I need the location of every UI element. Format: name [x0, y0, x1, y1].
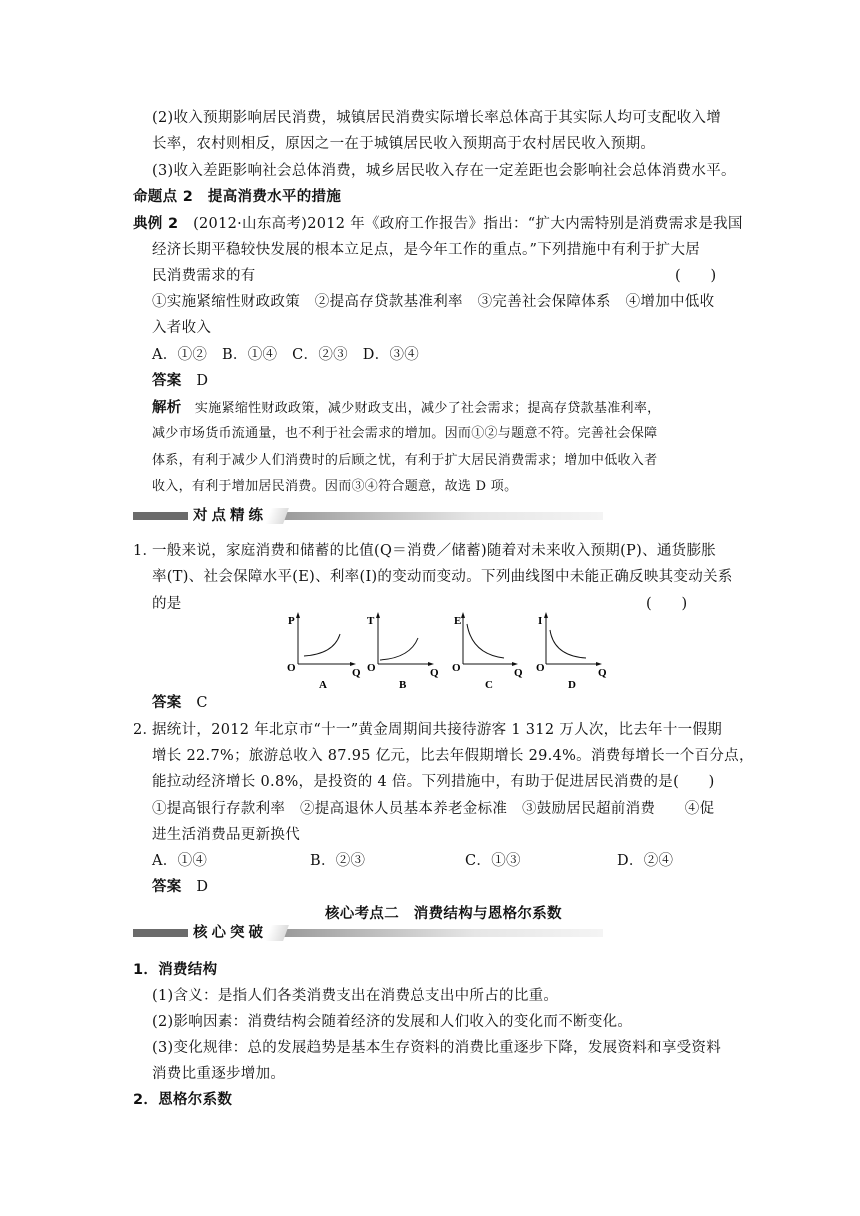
q2-line-1: 据统计，2012 年北京市“十一”黄金周期间共接待游客 1 312 万人次，比去年十一假期 — [152, 722, 723, 738]
q1-answer — [152, 693, 208, 713]
graph-a-origin: O — [287, 662, 296, 674]
example-2-analysis-line-2: 减少市场货币流通量，也不利于社会需求的增加。因而①②与题意不符。完善社会保障 — [152, 426, 658, 441]
q2-line-3: 能拉动经济增长 0.8%，是投资的 4 倍。下列措施中，有助于促进居民消费的是( ) — [152, 774, 715, 790]
section-title-core: 核心突破 — [193, 925, 267, 941]
graph-d-y-label: I — [538, 615, 543, 627]
graph-b-x-label: Q — [430, 667, 439, 679]
example-2-choices: A．①② B．①④ C．②③ D．③④ — [152, 347, 420, 363]
paragraph-2-line-1: (2)收入预期影响居民消费，城镇居民消费实际增长率总体高于其实际人均可支配收入增 — [152, 110, 722, 126]
graph-b-label: B — [399, 679, 407, 691]
example-2-label: 典例 2 — [133, 216, 179, 232]
graph-b-y-label: T — [367, 615, 375, 627]
answer-label: 答案 — [152, 695, 182, 711]
graph-a-x-label: Q — [352, 667, 361, 679]
analysis-label: 解析 — [152, 400, 182, 416]
example-2-analysis-line-4: 收入，有利于增加居民消费。因而③④符合题意，故选 D 项。 — [152, 479, 518, 494]
graph-d-x-label: Q — [598, 667, 607, 679]
graph-b — [367, 612, 439, 691]
paragraph-2-line-2: 长率，农村则相反，原因之一在于城镇居民收入预期高于农村居民收入预期。 — [152, 136, 656, 152]
q2-number: 2． — [133, 722, 158, 738]
graph-c-label: C — [485, 679, 493, 691]
structure-definition: (1)含义：是指人们各类消费支出在消费总支出中所占的比重。 — [152, 988, 559, 1004]
graph-c-y-label: E — [454, 615, 462, 627]
example-2-line-2: 经济长期平稳较快发展的根本立足点，是今年工作的重点。”下列措施中有利于扩大居 — [152, 242, 701, 258]
graph-d-label: D — [568, 679, 576, 691]
example-2-options-line-1: ①实施紧缩性财政政策 ②提高存贷款基准利率 ③完善社会保障体系 ④增加中低收 — [152, 294, 715, 310]
consumption-structure-heading: 1．消费结构 — [133, 962, 218, 978]
analysis-text: 实施紧缩性财政政策，减少财政支出，减少了社会需求；提高存贷款基准利率， — [194, 401, 661, 416]
q1-line-2: 率(T)、社会保障水平(E)、利率(I)的变动而变动。下列曲线图中未能正确反映其变动关系 — [152, 569, 733, 585]
structure-trend-line-1: (3)变化规律：总的发展趋势是基本生存资料的消费比重逐步下降，发展资料和享受资料 — [152, 1040, 722, 1056]
graph-a — [287, 612, 361, 691]
q1-graphs — [286, 608, 616, 692]
q2-options-line-1: ①提高银行存款利率 ②提高退休人员基本养老金标准 ③鼓励居民超前消费 ④促 — [152, 801, 715, 817]
paragraph-3: (3)收入差距影响社会总体消费，城乡居民收入存在一定差距也会影响社会总体消费水平。 — [152, 163, 736, 179]
section-banner-core — [133, 925, 603, 939]
example-2-text: (2012·山东高考)2012 年《政府工作报告》指出：“扩大内需特别是消费需求是我国 — [193, 216, 743, 232]
q1-line-1: 一般来说，家庭消费和储蓄的比值(Q＝消费／储蓄)随着对未来收入预期(P)、通货膨胀 — [152, 543, 717, 559]
q2-choice-b: B．②③ — [310, 853, 366, 869]
q1-line-3: 的是 — [152, 596, 182, 612]
answer-value: D — [196, 373, 209, 389]
graph-c — [452, 612, 523, 691]
example-2-line-3: 民消费需求的有 — [152, 268, 256, 284]
graph-d — [536, 612, 607, 691]
graph-d-origin: O — [536, 662, 545, 674]
answer-value: D — [196, 879, 209, 895]
q2-line-2: 增长 22.7%；旅游总收入 87.95 亿元，比去年假期增长 29.4%。消费每增长一个百分点， — [152, 748, 754, 764]
engel-coefficient-heading: 2．恩格尔系数 — [133, 1092, 233, 1108]
q2-choice-c: C．①③ — [465, 853, 521, 869]
graph-c-origin: O — [452, 662, 461, 674]
example-2-analysis-line-3: 体系，有利于减少人们消费时的后顾之忧，有利于扩大居民消费需求；增加中低收入者 — [152, 453, 658, 468]
answer-label: 答案 — [152, 373, 182, 389]
graph-a-y-label: P — [288, 615, 295, 627]
point-2-heading: 命题点 2 提高消费水平的措施 — [133, 189, 342, 205]
q1-number: 1． — [133, 543, 158, 559]
q2-choice-a: A．①④ — [152, 853, 208, 869]
core-topic-2-heading: 核心考点二 消费结构与恩格尔系数 — [325, 906, 562, 922]
q2-options-line-2: 进生活消费品更新换代 — [152, 827, 300, 843]
example-2-line-1 — [133, 214, 743, 234]
section-title-practice: 对点精练 — [193, 508, 267, 524]
example-2-answer-paren: ( ) — [675, 268, 717, 284]
section-banner-practice — [133, 508, 603, 522]
q2-answer — [152, 877, 208, 897]
example-2-analysis-line-1 — [152, 398, 660, 419]
graph-b-origin: O — [367, 662, 376, 674]
graph-a-label: A — [319, 679, 327, 691]
answer-value: C — [196, 695, 208, 711]
answer-label: 答案 — [152, 879, 182, 895]
structure-trend-line-2: 消费比重逐步增加。 — [152, 1066, 286, 1082]
example-2-answer — [152, 371, 208, 391]
q1-answer-paren: ( ) — [646, 596, 688, 612]
example-2-options-line-2: 入者收入 — [152, 320, 212, 336]
graph-c-x-label: Q — [514, 667, 523, 679]
structure-factors: (2)影响因素：消费结构会随着经济的发展和人们收入的变化而不断变化。 — [152, 1014, 633, 1030]
q2-choice-d: D．②④ — [617, 853, 674, 869]
